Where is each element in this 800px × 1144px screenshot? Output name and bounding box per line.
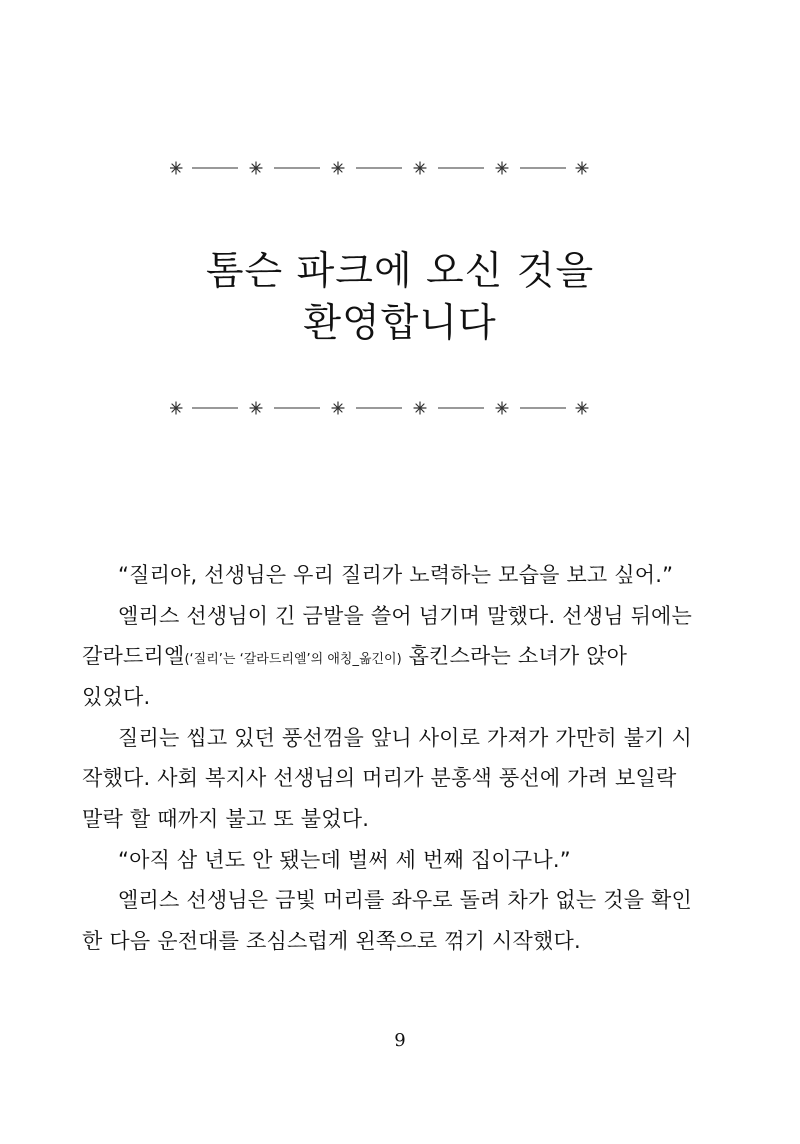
body-line: 작했다. 사회 복지사 선생님의 머리가 분홍색 풍선에 가려 보일락 <box>82 766 677 790</box>
body-line: 말락 할 때까지 불고 또 불었다. <box>82 807 370 831</box>
chapter-title-line-1: 톰슨 파크에 오신 것을 <box>205 249 595 294</box>
ornament-svg <box>170 158 590 178</box>
ornament-divider-top <box>170 158 590 178</box>
body-line: 엘리스 선생님이 긴 금발을 쓸어 넘기며 말했다. 선생님 뒤에는 <box>118 604 693 628</box>
body-line: “아직 삼 년도 안 됐는데 벌써 세 번째 집이구나.” <box>118 848 571 872</box>
page-number: 9 <box>394 1030 406 1051</box>
body-text: 홉킨스라는 소녀가 앉아 <box>401 644 628 668</box>
translator-note: (‘질리’는 ‘갈라드리엘’의 애칭_옮긴이) <box>184 652 402 667</box>
body-line: “질리야, 선생님은 우리 질리가 노력하는 모습을 보고 싶어.” <box>118 563 674 587</box>
chapter-title-line-2: 환영합니다 <box>303 301 497 346</box>
body-line: 있었다. <box>82 685 151 709</box>
ornament-divider-bottom <box>170 398 590 418</box>
body-line: 한 다음 운전대를 조심스럽게 왼쪽으로 꺾기 시작했다. <box>82 929 581 953</box>
ornament-svg <box>170 398 590 418</box>
body-text: 갈라드리엘 <box>82 644 185 668</box>
body-line: 질리는 씹고 있던 풍선껌을 앞니 사이로 가져가 가만히 불기 시 <box>118 726 693 750</box>
body-line: 엘리스 선생님은 금빛 머리를 좌우로 돌려 차가 없는 것을 확인 <box>118 888 693 912</box>
body-line-with-note <box>82 642 722 674</box>
